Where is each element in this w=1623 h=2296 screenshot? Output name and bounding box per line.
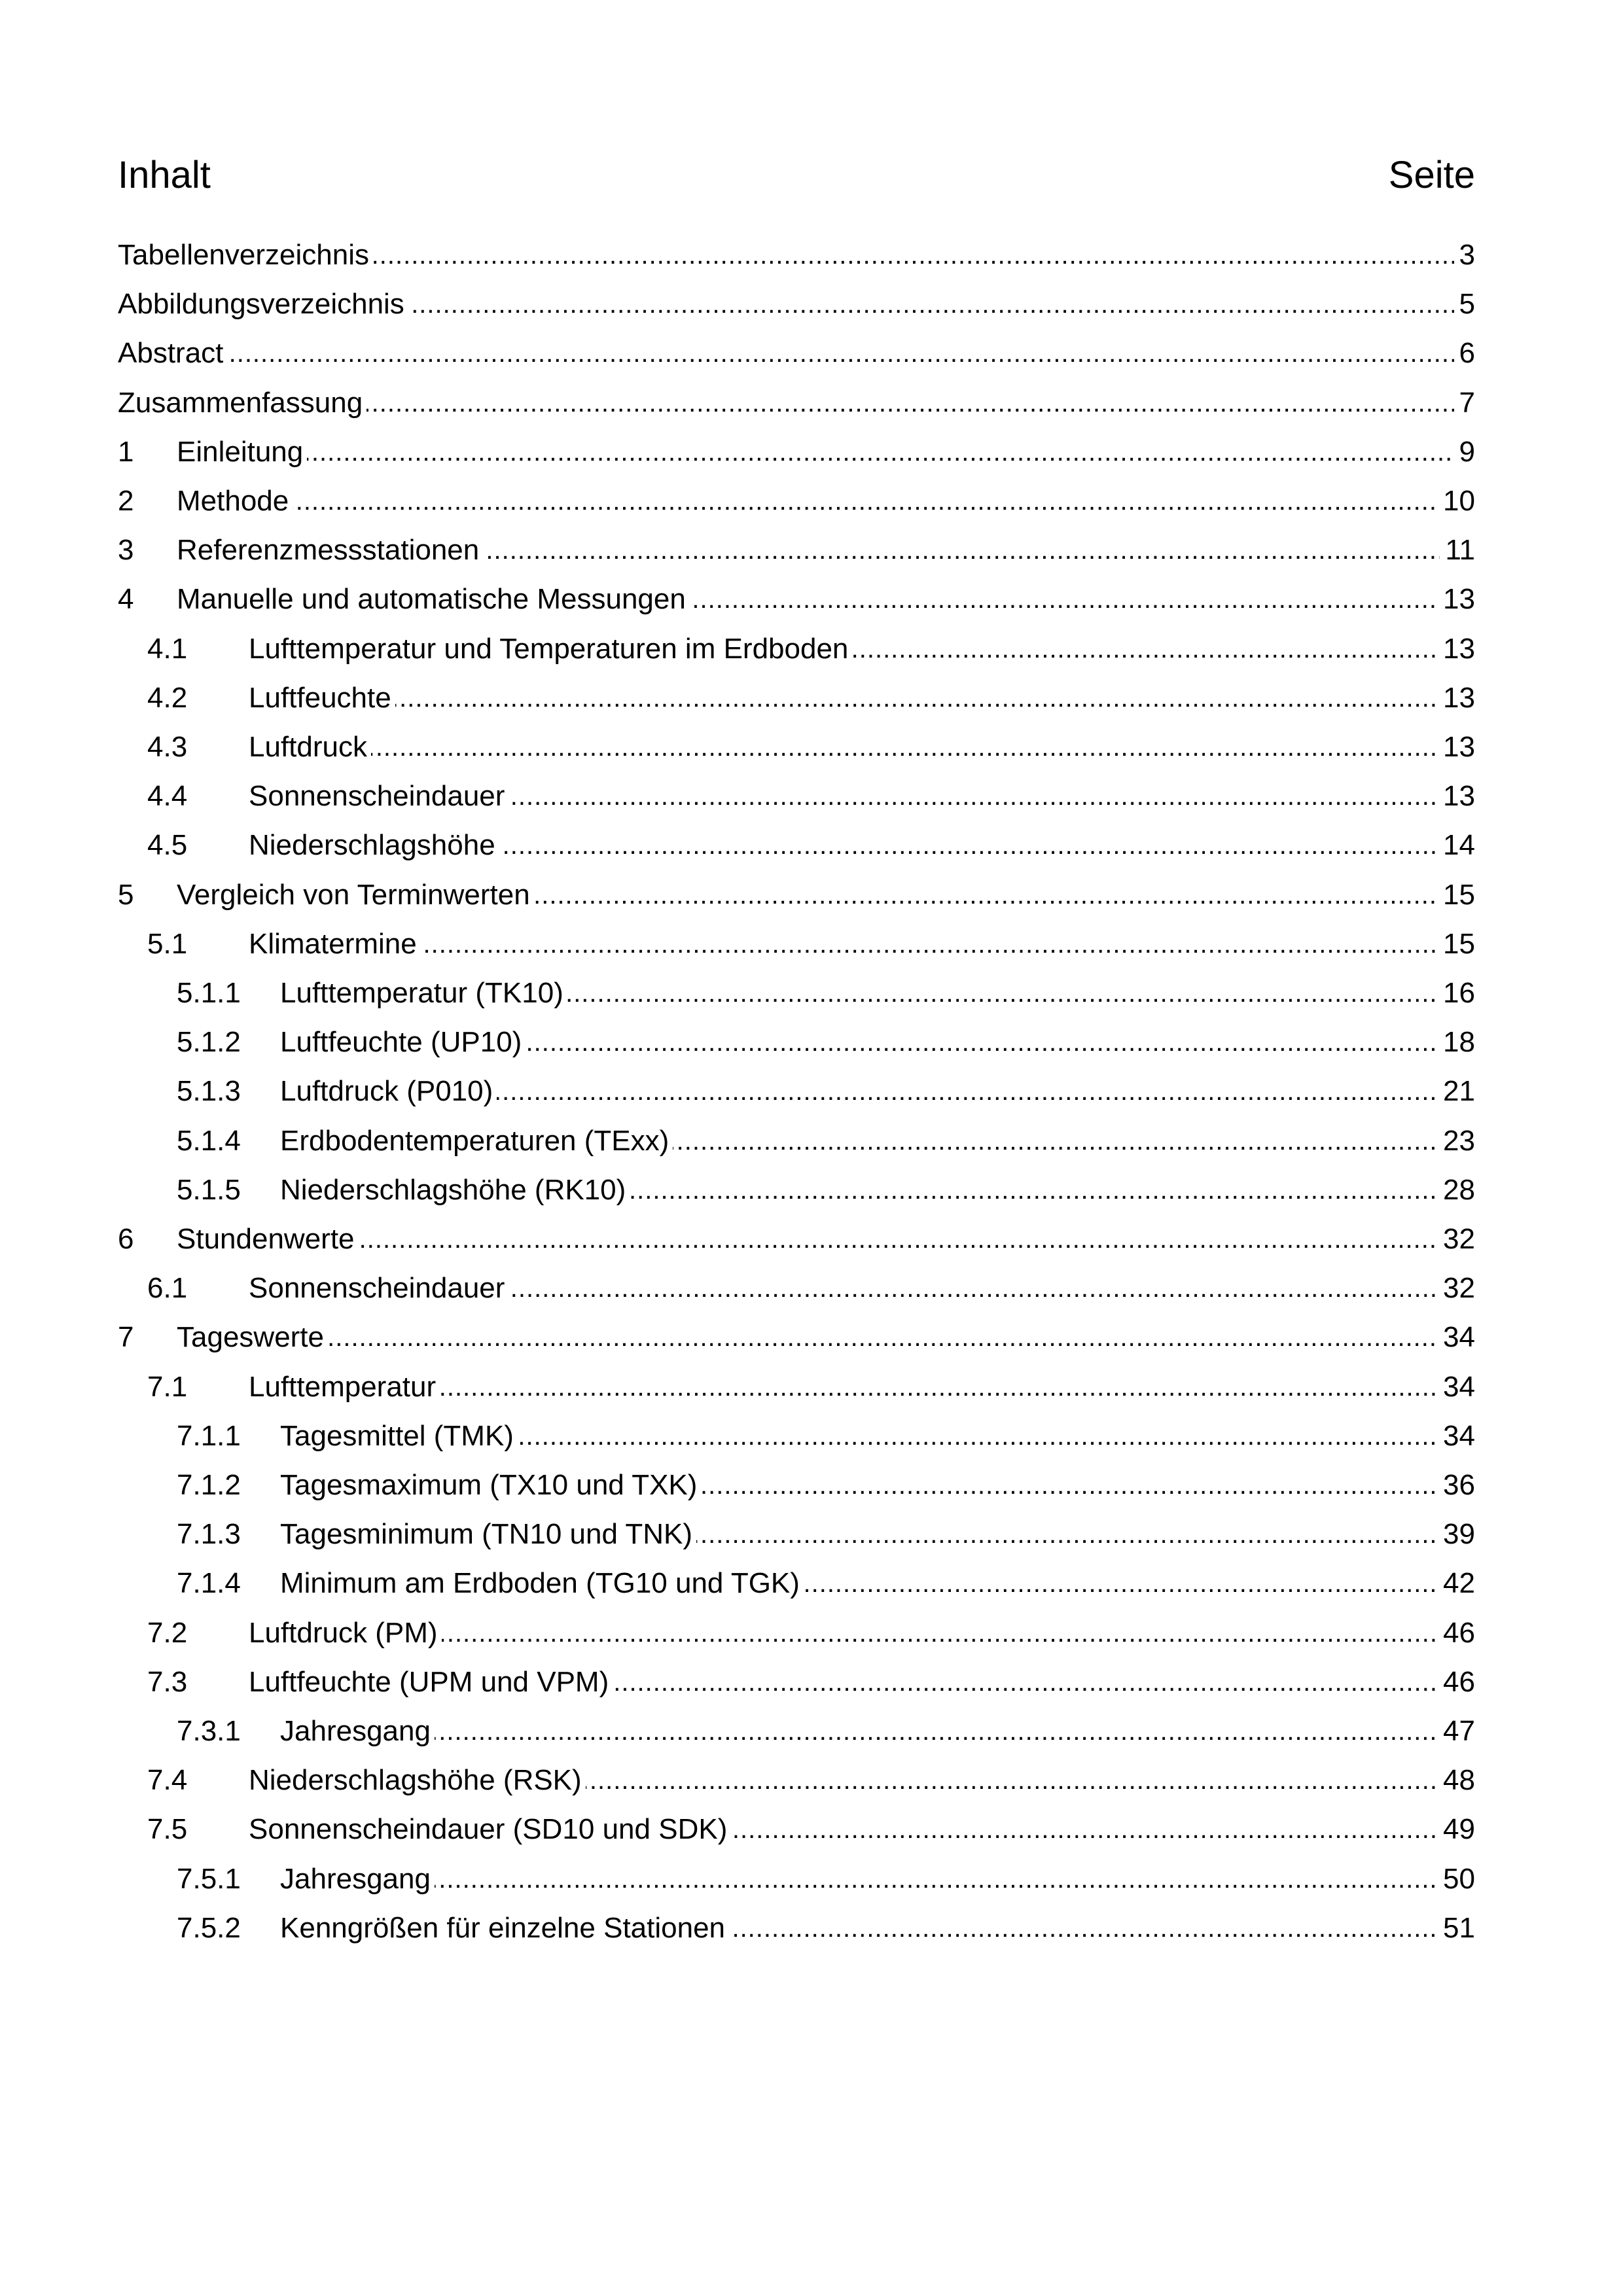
toc-entry-number: 7.5 (147, 1813, 188, 1845)
toc-entry-page-number: 51 (1438, 1909, 1475, 1948)
toc-entry-page-number: 13 (1438, 580, 1475, 619)
toc-entry-title: Jahresgang (280, 1860, 435, 1899)
toc-entry-title: Luftfeuchte (249, 679, 395, 718)
toc-entry-title: Sonnenscheindauer (SD10 und SDK) (249, 1810, 731, 1849)
toc-entry-number: 7.3.1 (177, 1715, 241, 1747)
toc-entry-number: 7.2 (147, 1617, 188, 1649)
toc-entry-page-number: 47 (1438, 1712, 1475, 1751)
toc-entry[interactable] (0, 580, 1623, 619)
toc-entry[interactable] (0, 1761, 1623, 1800)
page-column-heading: Seite (1388, 154, 1475, 196)
toc-entry[interactable] (0, 925, 1623, 964)
toc-entry[interactable] (0, 285, 1623, 324)
toc-entry[interactable] (0, 236, 1623, 275)
toc-leader-dots (177, 1318, 1469, 1357)
toc-entry-title: Tagesmittel (TMK) (280, 1417, 518, 1456)
toc-entry-title: Niederschlagshöhe (RK10) (280, 1171, 630, 1210)
toc-entry-title: Tabellenverzeichnis (118, 236, 373, 275)
toc-entry[interactable] (0, 974, 1623, 1013)
toc-entry-number: 4 (118, 583, 134, 615)
toc-entry-number: 4.2 (147, 682, 188, 714)
toc-entry-number: 7.1.3 (177, 1518, 241, 1550)
toc-entry[interactable] (0, 531, 1623, 570)
toc-entry-title: Methode (177, 482, 293, 521)
toc-leader-dots (249, 679, 1469, 718)
toc-entry-page-number: 49 (1438, 1810, 1475, 1849)
toc-entry-number: 7.1.2 (177, 1469, 241, 1501)
toc-entry[interactable] (0, 383, 1623, 423)
toc-leader-dots (280, 1860, 1469, 1899)
toc-entry-number: 7.1 (147, 1371, 188, 1403)
toc-entry-number: 1 (118, 436, 134, 468)
toc-leader-dots (177, 482, 1469, 521)
toc-entry-page-number: 13 (1438, 728, 1475, 767)
toc-entry[interactable] (0, 875, 1623, 915)
toc-entry[interactable] (0, 1663, 1623, 1702)
toc-leader-dots (249, 728, 1469, 767)
toc-entry-title: Sonnenscheindauer (249, 1269, 508, 1308)
toc-entry-title: Stundenwerte (177, 1220, 359, 1259)
toc-entry[interactable] (0, 1712, 1623, 1751)
toc-entry-number: 7.1.4 (177, 1567, 241, 1599)
toc-entry-title: Lufttemperatur und Temperaturen im Erdboden (249, 629, 852, 669)
toc-entry-title: Erdbodentemperaturen (TExx) (280, 1122, 673, 1161)
toc-entry-page-number: 42 (1438, 1564, 1475, 1603)
toc-entry-title: Tageswerte (177, 1318, 328, 1357)
toc-entry-page-number: 36 (1438, 1466, 1475, 1505)
toc-entry-page-number: 46 (1438, 1663, 1475, 1702)
toc-entry-title: Einleitung (177, 433, 307, 472)
toc-entry-number: 5.1.3 (177, 1075, 241, 1107)
toc-entry-page-number: 32 (1438, 1269, 1475, 1308)
toc-entry-title: Sonnenscheindauer (249, 777, 508, 816)
toc-entry-title: Tagesminimum (TN10 und TNK) (280, 1515, 696, 1554)
toc-entry-page-number: 34 (1438, 1368, 1475, 1407)
toc-entry-title: Minimum am Erdboden (TG10 und TGK) (280, 1564, 804, 1603)
toc-entry[interactable] (0, 826, 1623, 865)
toc-entry-title: Niederschlagshöhe (249, 826, 499, 865)
toc-entry-title: Lufttemperatur (TK10) (280, 974, 567, 1013)
toc-entry-number: 5.1.4 (177, 1125, 241, 1157)
toc-entry[interactable] (0, 1614, 1623, 1653)
toc-entry[interactable] (0, 1318, 1623, 1357)
toc-entry-page-number: 48 (1438, 1761, 1475, 1800)
toc-entry-page-number: 34 (1438, 1318, 1475, 1357)
toc-entry-title: Zusammenfassung (118, 383, 366, 423)
toc-leader-dots (249, 925, 1469, 964)
toc-entry-number: 6 (118, 1223, 134, 1255)
toc-leader-dots (280, 1712, 1469, 1751)
toc-entry-title: Abbildungsverzeichnis (118, 285, 408, 324)
toc-entry-title: Jahresgang (280, 1712, 435, 1751)
toc-entry-page-number: 16 (1438, 974, 1475, 1013)
toc-entry[interactable] (0, 1860, 1623, 1899)
toc-leader-dots (118, 334, 1469, 373)
toc-entry[interactable] (0, 1466, 1623, 1505)
toc-entry-number: 5.1.1 (177, 977, 241, 1009)
toc-entry-number: 7 (118, 1321, 134, 1353)
toc-entry-page-number: 28 (1438, 1171, 1475, 1210)
toc-entry[interactable] (0, 1810, 1623, 1849)
toc-entry[interactable] (0, 679, 1623, 718)
toc-entry-number: 4.1 (147, 633, 188, 665)
toc-entry-number: 7.1.1 (177, 1420, 241, 1452)
toc-entry-page-number: 11 (1440, 531, 1475, 570)
toc-entry-title: Luftdruck (P010) (280, 1072, 497, 1111)
toc-entry-page-number: 6 (1454, 334, 1475, 373)
toc-entry[interactable] (0, 1909, 1623, 1948)
toc-entry-page-number: 3 (1454, 236, 1475, 275)
toc-entry-number: 7.3 (147, 1666, 188, 1698)
toc-entry[interactable] (0, 482, 1623, 521)
toc-entry[interactable] (0, 334, 1623, 373)
toc-entry[interactable] (0, 1023, 1623, 1062)
toc-entry-number: 2 (118, 485, 134, 517)
toc-entry-number: 5 (118, 879, 134, 911)
toc-entry-page-number: 34 (1438, 1417, 1475, 1456)
toc-entry-title: Kenngrößen für einzelne Stationen (280, 1909, 729, 1948)
toc-entry[interactable] (0, 1417, 1623, 1456)
toc-entry-title: Lufttemperatur (249, 1368, 440, 1407)
toc-entry[interactable] (0, 1122, 1623, 1161)
toc-entry[interactable] (0, 1171, 1623, 1210)
toc-entry-title: Luftfeuchte (UPM und VPM) (249, 1663, 613, 1702)
toc-entry-page-number: 15 (1438, 925, 1475, 964)
toc-entry-title: Luftdruck (249, 728, 371, 767)
toc-entry-page-number: 18 (1438, 1023, 1475, 1062)
toc-entry[interactable] (0, 777, 1623, 816)
toc-entry[interactable] (0, 433, 1623, 472)
toc-entry-number: 5.1.5 (177, 1174, 241, 1206)
toc-entry-title: Niederschlagshöhe (RSK) (249, 1761, 586, 1800)
toc-entry-title: Klimatermine (249, 925, 421, 964)
toc-entry-page-number: 13 (1438, 777, 1475, 816)
toc-entry-title: Tagesmaximum (TX10 und TXK) (280, 1466, 701, 1505)
toc-entry-page-number: 14 (1438, 826, 1475, 865)
toc-entry-page-number: 23 (1438, 1122, 1475, 1161)
toc-entry-page-number: 15 (1438, 875, 1475, 915)
toc-entry-title: Manuelle und automatische Messungen (177, 580, 690, 619)
toc-leader-dots (177, 433, 1469, 472)
toc-entry-number: 4.5 (147, 829, 188, 861)
toc-entry-page-number: 10 (1438, 482, 1475, 521)
toc-entry-number: 4.3 (147, 731, 188, 763)
toc-entry-page-number: 7 (1454, 383, 1475, 423)
toc-entry-page-number: 5 (1454, 285, 1475, 324)
toc-entry-title: Vergleich von Terminwerten (177, 875, 534, 915)
toc-entry-title: Luftfeuchte (UP10) (280, 1023, 526, 1062)
toc-entry-page-number: 13 (1438, 629, 1475, 669)
toc-entry-page-number: 50 (1438, 1860, 1475, 1899)
toc-entry-number: 4.4 (147, 780, 188, 812)
toc-entry-page-number: 39 (1438, 1515, 1475, 1554)
toc-entry[interactable] (0, 1220, 1623, 1259)
toc-heading: Inhalt (118, 154, 211, 196)
toc-entry[interactable] (0, 728, 1623, 767)
toc-entry-number: 3 (118, 534, 134, 566)
toc-entry-number: 7.5.1 (177, 1863, 241, 1895)
toc-entry-number: 6.1 (147, 1272, 188, 1304)
toc-entry-number: 7.5.2 (177, 1912, 241, 1944)
toc-entry-number: 5.1 (147, 928, 188, 960)
toc-entry-page-number: 9 (1454, 433, 1475, 472)
toc-entry[interactable] (0, 1564, 1623, 1603)
toc-entry[interactable] (0, 1515, 1623, 1554)
toc-entry-page-number: 46 (1438, 1614, 1475, 1653)
toc-entry[interactable] (0, 1368, 1623, 1407)
toc-entry-number: 5.1.2 (177, 1026, 241, 1058)
toc-entry[interactable] (0, 1269, 1623, 1308)
toc-entry-title: Abstract (118, 334, 227, 373)
toc-entry-number: 7.4 (147, 1764, 188, 1796)
toc-entry-page-number: 32 (1438, 1220, 1475, 1259)
toc-entry[interactable] (0, 1072, 1623, 1111)
toc-entry-title: Referenzmessstationen (177, 531, 483, 570)
toc-entry-title: Luftdruck (PM) (249, 1614, 442, 1653)
toc-leader-dots (177, 1220, 1469, 1259)
toc-entry[interactable] (0, 629, 1623, 669)
toc-entry-page-number: 13 (1438, 679, 1475, 718)
toc-entry-page-number: 21 (1438, 1072, 1475, 1111)
